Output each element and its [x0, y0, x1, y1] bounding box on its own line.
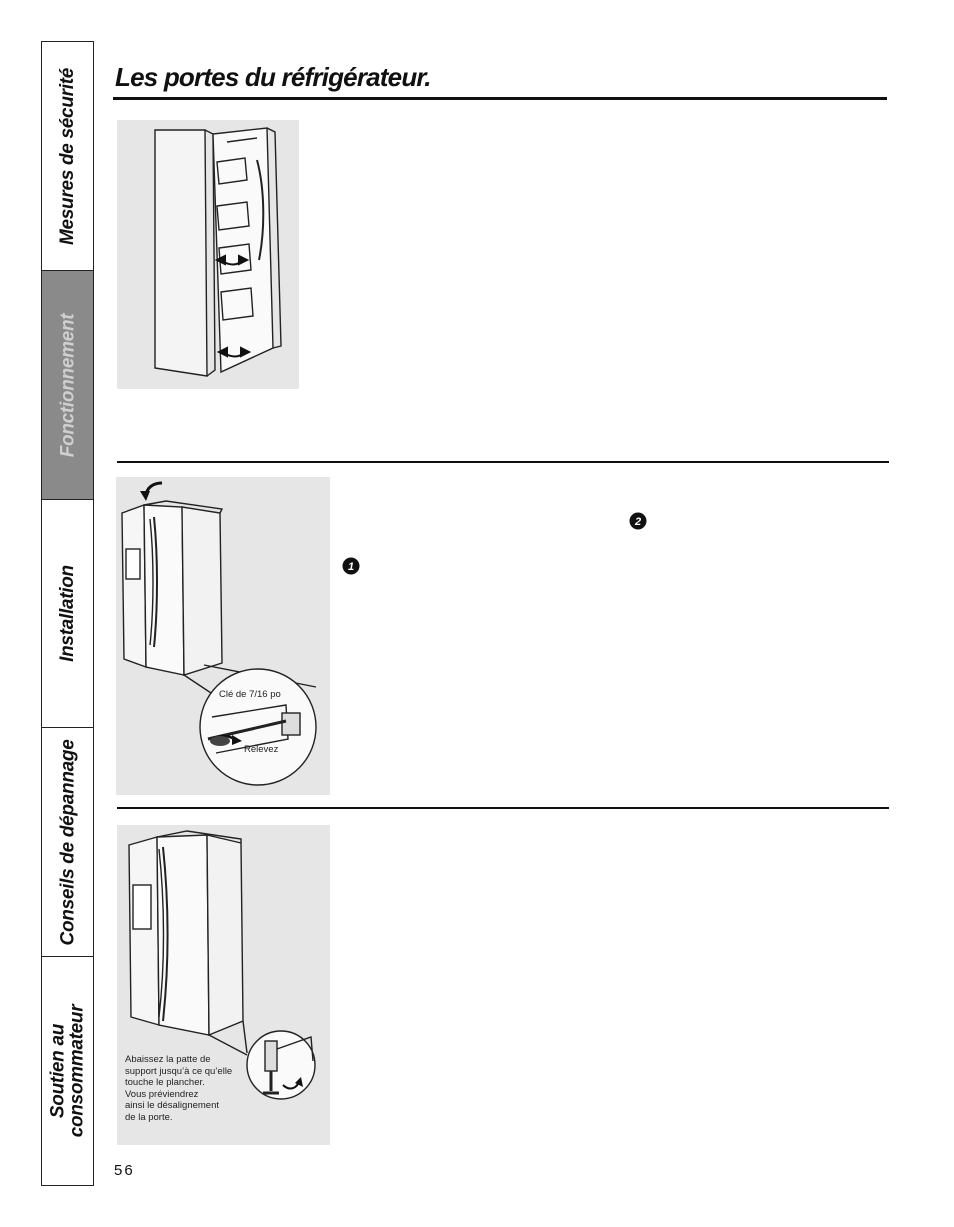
- tab-label: Installation: [57, 565, 79, 662]
- caption-line: ainsi le désalignement: [125, 1100, 220, 1111]
- tab-label: Mesures de sécurité: [57, 67, 78, 245]
- lift-label: Relevez: [244, 744, 279, 755]
- caption-line: support jusqu’à ce qu’elle: [125, 1065, 233, 1077]
- page-number: 56: [114, 1162, 135, 1179]
- section-divider: [117, 807, 889, 809]
- tab-installation[interactable]: [42, 500, 93, 728]
- tab-label: [49, 1005, 87, 1138]
- door-bins-illustration: [117, 120, 299, 389]
- section-tabs: [41, 41, 94, 1186]
- page-title: Les portes du réfrigérateur.: [115, 62, 431, 92]
- title-rule: [113, 97, 887, 100]
- door-adjustment-illustration: [116, 477, 330, 795]
- step-badge-icon: [629, 512, 647, 530]
- section-divider: [117, 461, 889, 463]
- support-leg-caption: [125, 1054, 232, 1123]
- step-1-badge: [342, 557, 360, 580]
- tab-label-line2: consommateur: [66, 1004, 88, 1138]
- step-2-number: 2: [634, 516, 642, 528]
- caption-line: Vous préviendrez: [125, 1088, 199, 1100]
- figure-support-leg: [117, 825, 330, 1145]
- step-2-badge: [629, 512, 647, 535]
- wrench-size-label: Clé de 7/16 po: [219, 689, 281, 700]
- tab-conseils-de-depannage[interactable]: [42, 728, 93, 957]
- tab-soutien-au-consommateur[interactable]: [42, 957, 93, 1185]
- caption-line: Abaissez la patte de: [125, 1054, 211, 1065]
- tab-label: Fonctionnement: [57, 313, 79, 457]
- tab-label-line1: Soutien au: [47, 1023, 69, 1119]
- tab-mesures-de-securite[interactable]: [42, 42, 93, 271]
- tab-fonctionnement[interactable]: [42, 271, 93, 500]
- caption-line: touche le plancher.: [125, 1077, 205, 1088]
- step-badge-icon: [342, 557, 360, 575]
- tab-label: Conseils de dépannage: [57, 739, 79, 945]
- caption-line: de la porte.: [125, 1111, 173, 1123]
- step-1-number: 1: [347, 561, 355, 573]
- figure-door-adjustment: [116, 477, 330, 795]
- figure-door-bins: [117, 120, 299, 389]
